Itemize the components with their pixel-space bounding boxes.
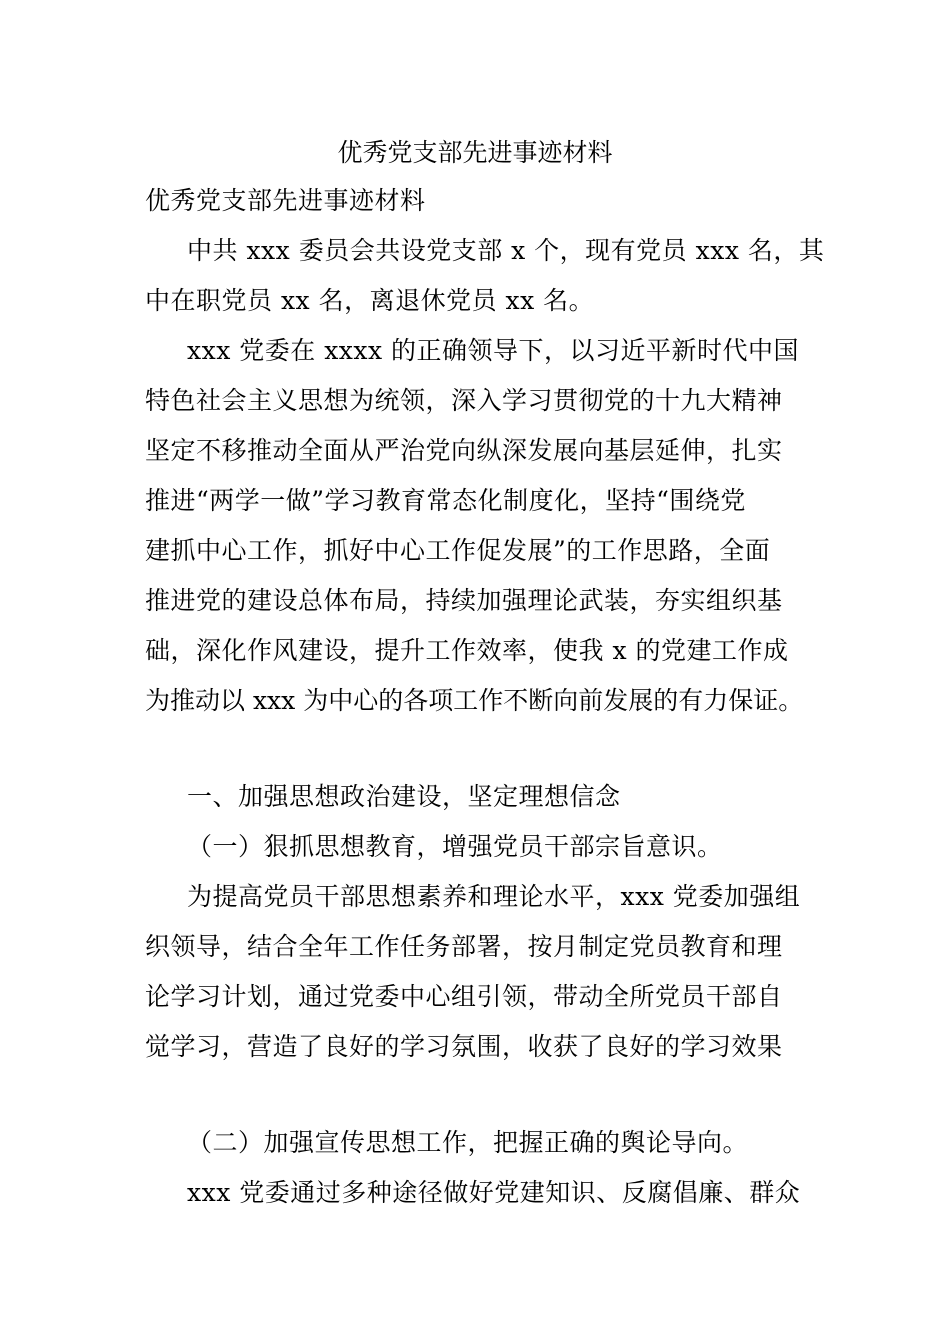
document-subtitle: 优秀党支部先进事迹材料 — [145, 186, 426, 215]
paragraph-2-line-4: 推进“两学一做”学习教育常态化制度化，坚持“围绕党 — [145, 486, 746, 515]
paragraph-4-line-1: xxx 党委通过多种途径做好党建知识、反腐倡廉、群众 — [187, 1178, 801, 1207]
paragraph-1-line-2: 中在职党员 xx 名，离退休党员 xx 名。 — [145, 286, 595, 315]
section-1-subheading-2: （二）加强宣传思想工作，把握正确的舆论导向。 — [187, 1128, 749, 1157]
document-title: 优秀党支部先进事迹材料 — [337, 138, 613, 167]
paragraph-3-line-3: 论学习计划，通过党委中心组引领，带动全所党员干部自 — [145, 982, 783, 1011]
paragraph-2-line-3: 坚定不移推动全面从严治党向纵深发展向基层延伸，扎实 — [145, 436, 783, 465]
paragraph-2-line-5: 建抓中心工作，抓好中心工作促发展”的工作思路，全面 — [145, 536, 771, 565]
paragraph-3-line-1: 为提高党员干部思想素养和理论水平，xxx 党委加强组 — [187, 882, 801, 911]
paragraph-1-line-1: 中共 xxx 委员会共设党支部 x 个，现有党员 xxx 名，其 — [187, 236, 825, 265]
paragraph-2-line-2: 特色社会主义思想为统领，深入学习贯彻党的十九大精神 — [145, 386, 783, 415]
section-1-heading: 一、加强思想政治建设，坚定理想信念 — [187, 782, 621, 811]
paragraph-3-line-4: 觉学习，营造了良好的学习氛围，收获了良好的学习效果 — [145, 1032, 783, 1061]
paragraph-2-line-1: xxx 党委在 xxxx 的正确领导下，以习近平新时代中国 — [187, 336, 800, 365]
paragraph-2-line-6: 推进党的建设总体布局，持续加强理论武装，夯实组织基 — [145, 586, 783, 615]
section-1-subheading-1: （一）狠抓思想教育，增强党员干部宗旨意识。 — [187, 832, 723, 861]
paragraph-2-line-8: 为推动以 xxx 为中心的各项工作不断向前发展的有力保证。 — [145, 686, 804, 715]
paragraph-3-line-2: 织领导，结合全年工作任务部署，按月制定党员教育和理 — [145, 932, 783, 961]
paragraph-2-line-7: 础，深化作风建设，提升工作效率，使我 x 的党建工作成 — [145, 636, 789, 665]
